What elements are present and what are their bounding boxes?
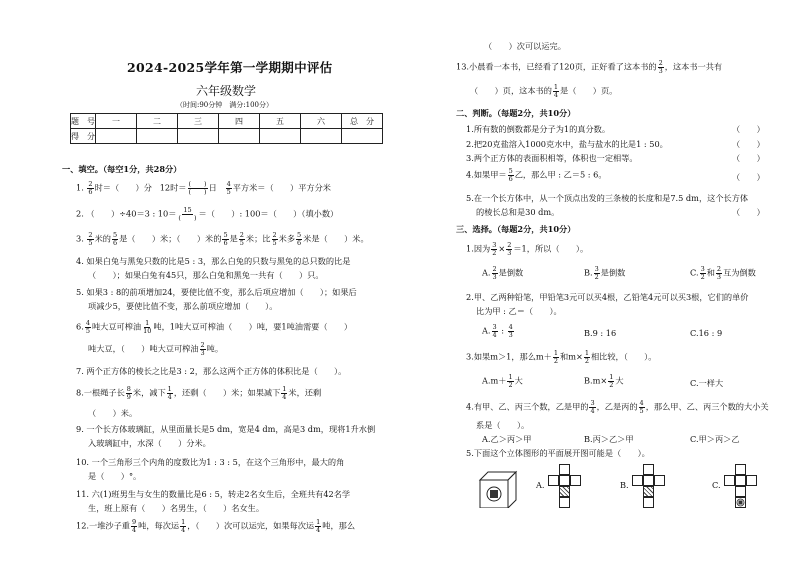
frac-den: ( )	[178, 214, 197, 222]
question-9-line2: 入玻璃缸中，水深（ ）分米。	[88, 438, 211, 448]
q-num: 5.	[466, 448, 474, 458]
frac-num: 4	[639, 399, 644, 407]
fraction	[716, 266, 722, 281]
score-input-cell[interactable]	[342, 129, 383, 144]
frac-num: 3	[700, 265, 705, 273]
frac-num: 3	[594, 265, 599, 273]
frac-num: 2	[239, 231, 244, 239]
question-8	[76, 386, 321, 401]
q-text: 吨。	[206, 343, 224, 354]
frac-den: 3	[658, 67, 663, 75]
q-text: 把20克盐溶入1000克水中，盐与盐水的比是1 : 50。	[473, 139, 668, 149]
q-num: 10.	[76, 457, 90, 467]
judge-item-1	[466, 124, 610, 134]
question-6-line2	[88, 342, 223, 357]
frac-den: 2	[508, 381, 513, 389]
choice-question-5	[466, 448, 650, 458]
choice-question-4	[466, 400, 769, 415]
q-text: 是（ ）页。	[560, 85, 618, 96]
net-option-c[interactable]	[724, 464, 758, 520]
frac-num: 1	[282, 385, 287, 393]
judge-mark[interactable]: （ ）	[732, 207, 765, 217]
frac-num: 9	[131, 518, 137, 526]
score-cell: 三	[178, 114, 219, 129]
fraction	[131, 519, 137, 534]
frac-num: 1	[553, 83, 559, 91]
score-input-cell[interactable]	[178, 129, 219, 144]
fraction	[508, 168, 514, 183]
exam-subtitle: 六年级数学	[196, 84, 257, 98]
fraction	[177, 207, 197, 222]
frac-den: 2	[594, 273, 599, 281]
frac-den: 4	[316, 526, 321, 534]
score-table-score-row	[71, 129, 383, 144]
q-text: 甲、乙两种铅笔，甲铅笔3元可以买4根，乙铅笔4元可以买3根，它们的单价	[473, 292, 749, 302]
fraction	[200, 342, 206, 357]
q-num: 2.	[76, 208, 84, 219]
fraction	[188, 181, 208, 196]
exam-meta: （时间:90分钟 满分:100分）	[176, 101, 273, 109]
section2-title: 二、判断。（每题2分，共10分）	[456, 108, 576, 118]
frac-den: 4	[167, 393, 172, 401]
choice-option-c[interactable]: C.16 : 9	[690, 328, 723, 338]
question-8-line2: （ ）米。	[88, 408, 138, 418]
choice-question-1: 1.因为 $\frac{3}{2}$ × $\frac{2}{3}$ ＝1，所以（ ）。	[466, 241, 589, 257]
q-text: 米，减下	[132, 387, 166, 398]
frac-num: 2	[716, 265, 722, 273]
frac-num: 5	[112, 231, 118, 239]
score-cell: 得 分	[71, 129, 96, 144]
fraction	[281, 386, 287, 401]
question-9	[76, 424, 375, 434]
question-2	[76, 207, 338, 222]
net-face	[643, 497, 654, 508]
q-text: 是	[229, 233, 238, 244]
fraction	[222, 232, 228, 247]
choice-option-b[interactable]: B. $\frac{3}{2}$ 是倒数	[584, 265, 626, 281]
section1-title: 一、填空。（每空1分，共28分）	[62, 164, 182, 174]
q-text: 12时＝	[159, 182, 187, 193]
fraction	[239, 232, 245, 247]
q-text: 米是（ ）米。	[303, 233, 369, 244]
q-text: 在一个长方体中，从一个顶点出发的三条棱的长度和是7.5 dm，这个长方体	[473, 193, 749, 203]
choice-question-2	[466, 292, 748, 302]
q-text: ，乙是丙的	[596, 401, 638, 412]
net-face	[724, 475, 735, 486]
q-num: 3.	[466, 153, 474, 163]
question-12-cont: （ ）次可以运完。	[484, 41, 566, 51]
frac-num: 2	[658, 59, 663, 67]
question-4-line2: （ ）；如果白兔有45只，那么白兔和黑兔一共有（ ）只。	[88, 270, 324, 280]
fraction	[85, 320, 91, 335]
q-text: 时＝（ ）分	[94, 182, 152, 193]
choice-option-b[interactable]: B.m× $\frac{1}{2}$ 大	[584, 373, 624, 389]
frac-den: 2	[700, 273, 705, 281]
frac-den: 2	[492, 249, 497, 257]
fraction	[126, 386, 132, 401]
q-num: 12.	[76, 520, 90, 531]
q-text: ，这本书一共有	[664, 61, 723, 72]
net-face	[559, 464, 570, 475]
q-num: 2.	[466, 139, 474, 149]
frac-num: 1	[508, 373, 513, 381]
judge-item-5-line2: 的棱长总和是30 dm。	[476, 207, 560, 217]
net-face	[735, 464, 746, 475]
frac-den: 5	[88, 239, 93, 247]
circle-mark	[736, 498, 745, 507]
question-10	[76, 457, 344, 467]
choice-option-a[interactable]: A.乙＞丙＞甲	[482, 434, 532, 444]
fraction	[167, 386, 173, 401]
fraction	[272, 232, 278, 247]
section3-title: 三、选择。（每题2分，共10分）	[456, 224, 576, 234]
question-13	[456, 60, 722, 75]
q-text: 吨，那么	[322, 520, 356, 531]
q-text: 小晨看一本书，已经看了120页，正好看了这本书的	[469, 61, 657, 72]
judge-item-5	[466, 193, 748, 203]
q-text: 平方米＝（ ）平方分米	[232, 182, 331, 193]
net-face	[643, 464, 654, 475]
net-option-b[interactable]	[632, 464, 666, 520]
fraction	[492, 266, 498, 281]
net-face	[643, 475, 654, 486]
fraction	[87, 181, 93, 196]
question-12	[76, 519, 355, 534]
judge-mark[interactable]: （ ）	[732, 172, 765, 182]
q-num: 4.	[466, 169, 474, 180]
q-num: 1.	[466, 243, 474, 254]
frac-den: 2	[609, 381, 614, 389]
frac-den: 4	[492, 331, 497, 339]
net-option-a[interactable]	[548, 464, 582, 520]
fraction	[553, 84, 559, 99]
q-num: 9.	[76, 424, 84, 434]
score-input-cell[interactable]	[301, 129, 342, 144]
question-5-line2: 项减少5，要使比值不变，那么前项应增加（ ）。	[88, 301, 278, 311]
q-num: 3.	[76, 233, 84, 244]
frac-num: 4	[85, 319, 90, 327]
fraction	[506, 242, 512, 257]
fraction	[507, 374, 513, 389]
choice-question-4-line2: 系是（ ）。	[476, 420, 530, 430]
score-table-header-row	[71, 114, 383, 129]
frac-num: 4	[508, 323, 513, 331]
q-text: 吨大豆，（ ）吨大豆可榨油	[88, 343, 199, 354]
cube-figure	[478, 470, 518, 508]
q-text: 一个长方体玻璃缸，从里面量长是5 dm，宽是4 dm，高是3 dm，现将1升水倒	[86, 424, 376, 434]
q-text: ，那么甲、乙、丙三个数的大小关	[645, 401, 769, 412]
score-cell: 四	[219, 114, 260, 129]
frac-den: 5	[85, 327, 90, 335]
question-10-line2: 是（ ）°。	[88, 471, 142, 481]
q-text: 下面这个立体图形的平面展开图可能是（ ）。	[473, 448, 650, 458]
choice-option-a[interactable]: A. $\frac{2}{3}$ 是倒数	[482, 265, 524, 281]
frac-den: 3	[492, 273, 497, 281]
q-num: 2.	[466, 292, 474, 302]
q-text: ，还剩（ ）米；如果减下	[173, 387, 281, 398]
choice-option-b[interactable]: B.丙＞乙＞甲	[584, 434, 634, 444]
choice-option-c[interactable]: C.甲＞丙＞乙	[690, 434, 740, 444]
q-text: 是（ ）米；（ ）米的	[119, 233, 222, 244]
score-input-cell[interactable]	[96, 129, 137, 144]
score-table	[70, 113, 383, 144]
judge-mark[interactable]: （ ）	[732, 153, 765, 163]
net-face	[632, 475, 643, 486]
judge-item-4	[466, 168, 607, 183]
judge-mark[interactable]: （ ）	[732, 124, 765, 134]
frac-den: 6	[88, 188, 93, 196]
q-text: 米，还剩	[288, 387, 322, 398]
q-text: （ ）÷40＝3 : 10＝	[86, 208, 177, 219]
q-text: 吨大豆可榨油	[91, 321, 142, 332]
q-text: ，（ ）次可以运完，如果每次运	[187, 520, 315, 531]
choice-question-2-line2: 比为甲 : 乙＝（ ）。	[476, 306, 562, 316]
frac-num: 2	[272, 231, 277, 239]
choice-option-a[interactable]: A. $\frac{3}{4}$ : $\frac{4}{3}$	[482, 323, 513, 339]
q-num: 7.	[76, 366, 84, 376]
net-face-hatched	[559, 486, 570, 497]
frac-den: 6	[223, 239, 228, 247]
q-num: 11.	[76, 489, 90, 499]
fraction	[226, 181, 232, 196]
frac-num: 4	[226, 180, 231, 188]
judge-item-3	[466, 153, 638, 163]
frac-den: 4	[590, 407, 595, 415]
judge-mark[interactable]: （ ）	[732, 139, 765, 149]
q-num: 13.	[456, 61, 470, 72]
score-cell: 五	[260, 114, 301, 129]
q-num: 5.	[76, 287, 84, 297]
frac-num: 1	[167, 385, 172, 393]
frac-den: 6	[508, 175, 513, 183]
square-mark	[490, 490, 498, 498]
frac-den: 10	[143, 327, 152, 335]
q-text: 乙，那么甲 : 乙＝5 : 6。	[514, 169, 607, 180]
fraction	[492, 324, 498, 339]
net-face	[570, 475, 581, 486]
net-face	[735, 486, 746, 497]
fraction	[508, 324, 514, 339]
fraction	[315, 519, 321, 534]
net-face	[735, 475, 746, 486]
q-text: 一个三角形三个内角的度数比为1 : 3 : 5，在这个三角形中，最大的角	[91, 457, 345, 467]
fraction	[594, 266, 600, 281]
frac-num: 2	[492, 265, 497, 273]
fraction	[296, 232, 302, 247]
question-4	[76, 256, 350, 266]
q-text: 如果白兔与黑兔只数的比是5 : 3，那么白兔的只数与黑兔的总只数的比是	[86, 256, 351, 266]
question-11-line2: 生，班上原有（ ）名男生，（ ）名女生。	[88, 503, 265, 513]
frac-den: 4	[553, 91, 559, 99]
q-text: 米；比	[245, 233, 271, 244]
q-num: 3.	[466, 351, 474, 362]
frac-num: 1	[553, 349, 559, 357]
frac-num: 1	[316, 518, 321, 526]
frac-den: 9	[126, 393, 131, 401]
net-face-hatched	[643, 486, 654, 497]
fraction	[584, 350, 590, 365]
frac-den: 6	[297, 239, 302, 247]
q-text: 六(1)班男生与女生的数量比是6 : 5，转走2名女生后，全班共有42名学	[91, 489, 351, 499]
q-num: 6.	[76, 321, 84, 332]
q-text: ＝1，所以（ ）。	[513, 243, 589, 254]
choice-option-a[interactable]: A.m＋ $\frac{1}{2}$ 大	[482, 373, 523, 389]
frac-num: 2	[88, 180, 93, 188]
fraction	[491, 242, 497, 257]
frac-num: 5	[508, 167, 513, 175]
frac-num: 15	[183, 206, 192, 214]
frac-den: 5	[226, 188, 231, 196]
q-text: 米多	[278, 233, 296, 244]
choice-option-c[interactable]: C. $\frac{3}{2}$ 和 $\frac{2}{3}$ 互为倒数	[690, 265, 756, 281]
frac-den: 5	[639, 407, 644, 415]
frac-num: 3	[492, 323, 497, 331]
question-6	[76, 320, 352, 335]
score-cell: 题 号	[71, 114, 96, 129]
frac-num: 1	[145, 319, 150, 327]
q-text: 两个正方体的表面积相等，体积也一定相等。	[473, 153, 638, 163]
frac-num: 3	[590, 399, 595, 407]
frac-num: 5	[297, 231, 302, 239]
frac-den: 2	[553, 357, 559, 365]
q-num: 4.	[76, 256, 84, 266]
score-cell: 一	[96, 114, 137, 129]
fraction	[700, 266, 706, 281]
score-input-cell[interactable]	[219, 129, 260, 144]
net-label-c[interactable]: C.	[712, 480, 721, 490]
q-num: 1.	[466, 124, 474, 134]
q-text: 米的	[94, 233, 111, 244]
fraction	[180, 519, 186, 534]
score-cell: 二	[137, 114, 178, 129]
q-text: 吨，每次运	[138, 520, 180, 531]
frac-den: 4	[181, 526, 186, 534]
fraction	[87, 232, 93, 247]
frac-den: 3	[507, 249, 512, 257]
q-text: 一堆沙子重	[89, 520, 130, 531]
q-text: 一根绳子长	[83, 387, 125, 398]
net-face	[559, 475, 570, 486]
fraction	[639, 400, 645, 415]
choice-option-b[interactable]: B.9 : 16	[584, 328, 617, 338]
frac-den: 3	[200, 349, 205, 357]
q-text: ＝（ ）: 100＝（ ）（填小数）	[198, 208, 339, 219]
frac-den: 3	[508, 331, 513, 339]
question-11	[76, 489, 350, 499]
question-7	[76, 366, 346, 376]
score-cell: 六	[301, 114, 342, 129]
q-text: 有甲、乙、丙三个数，乙是甲的	[473, 401, 589, 412]
frac-den: ( )	[188, 188, 207, 196]
fraction	[589, 400, 595, 415]
frac-den: 3	[716, 273, 722, 281]
score-input-cell[interactable]	[260, 129, 301, 144]
net-face-marked	[735, 497, 746, 508]
q-text: 两个正方体的棱长之比是3 : 2，那么这两个正方体的体积比是（ ）。	[86, 366, 347, 376]
frac-num: 3	[492, 241, 497, 249]
score-cell: 总 分	[342, 114, 383, 129]
q-text: 如果3 : 8的前项增加24，要使比值不变，那么后项应增加（ ）；如果后	[86, 287, 357, 297]
question-5	[76, 287, 357, 297]
question-3	[76, 232, 369, 247]
q-text: 相比较，（ ）。	[590, 351, 657, 362]
frac-den: 4	[282, 393, 287, 401]
frac-num: 1	[181, 518, 186, 526]
net-face	[548, 475, 559, 486]
choice-question-3	[466, 350, 656, 365]
frac-den: 6	[112, 239, 118, 247]
q-num: 5.	[466, 193, 474, 203]
q-text: 日	[208, 182, 217, 193]
q-text: 如果甲＝	[473, 169, 507, 180]
q-text: （ ）页，这本书的	[470, 85, 552, 96]
q-text: 和m×	[560, 351, 583, 362]
frac-den: 5	[239, 239, 244, 247]
frac-den: 2	[584, 357, 589, 365]
frac-num: 2	[200, 341, 205, 349]
question-1	[76, 181, 331, 196]
fraction	[608, 374, 614, 389]
q-text: 因为	[473, 243, 491, 254]
fraction	[142, 320, 152, 335]
frac-num: 5	[223, 231, 228, 239]
frac-num: ( )	[188, 180, 207, 188]
q-num: 8.	[76, 387, 84, 398]
exam-title: 2024-2025学年第一学期期中评估	[127, 60, 333, 75]
frac-num: 8	[126, 385, 131, 393]
q-num: 1.	[76, 182, 84, 193]
judge-item-2	[466, 139, 668, 149]
frac-num: 2	[88, 231, 93, 239]
net-label-b[interactable]: B.	[620, 480, 629, 490]
net-face	[746, 475, 757, 486]
choice-option-c[interactable]: C.一样大	[690, 378, 724, 388]
net-face	[654, 475, 665, 486]
q-text: 所有数的倒数都是分子为1的真分数。	[473, 124, 611, 134]
frac-num: 1	[609, 373, 614, 381]
net-face	[559, 497, 570, 508]
score-input-cell[interactable]	[137, 129, 178, 144]
net-label-a[interactable]: A.	[536, 480, 545, 490]
frac-num: 2	[507, 241, 512, 249]
fraction	[112, 232, 118, 247]
frac-den: 5	[272, 239, 277, 247]
q-text: 吨，1吨大豆可榨油（ ）吨，要1吨油需要（ ）	[153, 321, 353, 332]
q-num: 4.	[466, 401, 474, 412]
frac-den: 4	[131, 526, 137, 534]
question-13-line2	[470, 84, 617, 99]
q-text: 如果m＞1，那么m＋	[473, 351, 552, 362]
fraction	[658, 60, 664, 75]
fraction	[553, 350, 559, 365]
frac-num: 1	[584, 349, 589, 357]
